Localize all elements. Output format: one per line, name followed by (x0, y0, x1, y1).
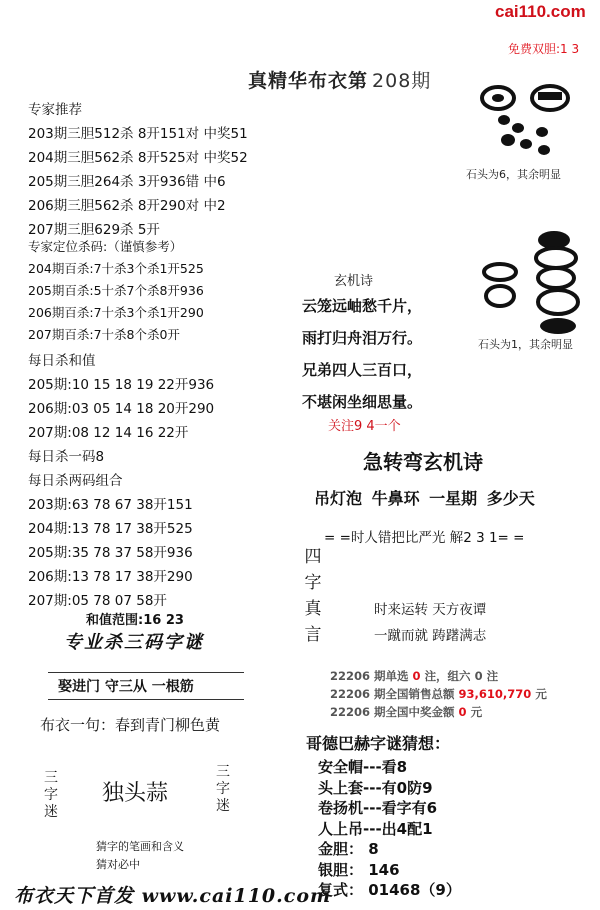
daily-row: 207期:08 12 14 16 22开 (28, 425, 189, 441)
daily-row: 205期:10 15 18 19 22开936 (28, 377, 215, 393)
vchar: 字 (216, 781, 230, 797)
position-section (28, 236, 204, 346)
position-header: 专家定位杀码:（谨慎参考） (28, 239, 183, 254)
goldbach-row: 安全帽---看8 (318, 758, 408, 776)
buyi-line: 布衣一句：春到青门柳色黄 (40, 716, 221, 734)
goldbach-row: 头上套---有0防9 (318, 778, 433, 797)
poem-line: 兄弟四人三百口， (302, 361, 423, 379)
poem-line: 不堪闲坐细思量。 (302, 393, 423, 411)
vchar: 三 (44, 770, 58, 786)
sum-range: 和值范围:16 23 (86, 613, 184, 628)
vchar: 四 (304, 547, 322, 567)
riddle-note: 猜字的笔画和含义 (96, 840, 184, 853)
four-char-label (304, 544, 322, 648)
two-row: 205期:35 78 37 58开936 (28, 545, 193, 561)
riddle-answer-word: 独头蒜 (102, 781, 169, 806)
stat-row: 22206 期全国中奖金额 0 元 (330, 705, 483, 719)
stat-row: 22206 期全国销售总额 93,610,770 元 (330, 687, 547, 701)
expert-row: 207期三胆629杀 5开 (28, 222, 160, 238)
vchar: 字 (44, 787, 58, 803)
brain-teaser-line: 吊灯泡 牛鼻环 一星期 多少天 (314, 489, 535, 508)
stone-puzzle-2-image (478, 228, 588, 336)
stone-caption: 石头为1，其余明显 (478, 338, 573, 351)
goldbach-row: 金胆： 8 (318, 840, 379, 858)
goldbach-row: 复式： 01468（9） (318, 881, 461, 899)
position-row: 206期百杀:7十杀3个杀1开290 (28, 305, 204, 320)
goldbach-list (318, 757, 461, 901)
hint-line: = =时人错把比严光 解2 3 1= = (324, 530, 525, 546)
expert-row: 204期三胆562杀 8开525对 中奖52 (28, 150, 248, 166)
free-pick: 免费双胆:1 3 (508, 42, 580, 56)
idiom-row: 时来运转 天方夜谭 (374, 602, 487, 618)
vchar: 真 (304, 599, 322, 619)
poem-line: 云笼远岫愁千片， (302, 297, 423, 315)
three-char-label-right (216, 764, 232, 815)
stone-puzzle-1-image (478, 80, 588, 165)
riddle-title: 专业杀三码字谜 (64, 632, 204, 653)
page-title (248, 66, 431, 93)
two-header: 每日杀两码组合 (28, 473, 123, 489)
idiom-row: 一蹴而就 踌躇满志 (374, 628, 487, 644)
title-text: 真精华布衣第 (248, 70, 369, 92)
vchar: 字 (304, 573, 322, 593)
two-row: 204期:13 78 17 38开525 (28, 521, 193, 537)
two-row: 206期:13 78 17 38开290 (28, 569, 193, 585)
poem (302, 290, 422, 418)
position-row: 204期百杀:7十杀3个杀1开525 (28, 261, 204, 276)
brain-teaser-title: 急转弯玄机诗 (363, 450, 483, 474)
stone-caption: 石头为6，其余明显 (466, 168, 561, 181)
daily-sum-section (28, 349, 214, 613)
riddle-note: 猜对必中 (96, 858, 140, 871)
expert-header: 专家推荐 (28, 102, 82, 118)
vchar: 言 (304, 625, 322, 645)
riddle-box (48, 672, 244, 700)
poem-line: 雨打归舟泪万行。 (302, 329, 423, 347)
vchar: 迷 (44, 804, 58, 820)
position-row: 205期百杀:5十杀7个杀8开936 (28, 283, 204, 298)
poem-header: 玄机诗 (334, 274, 374, 289)
focus-note: 关注9 4一个 (328, 419, 401, 434)
position-row: 207期百杀:7十杀8个杀0开 (28, 327, 180, 342)
issue-number: 208期 (372, 70, 432, 92)
kill-one: 每日杀一码8 (28, 449, 105, 465)
goldbach-row: 人上吊---出4配1 (318, 819, 433, 838)
expert-row: 203期三胆512杀 8开151对 中奖51 (28, 126, 248, 142)
footer-banner: 布衣天下首发 www.cai110.com (14, 885, 332, 907)
goldbach-row: 银胆： 146 (318, 860, 400, 879)
two-row: 203期:63 78 67 38开151 (28, 497, 193, 513)
expert-row: 206期三胆562杀 8开290对 中2 (28, 198, 226, 214)
vchar: 迷 (216, 798, 230, 814)
daily-header: 每日杀和值 (28, 353, 96, 369)
site-logo: cai110.com (495, 2, 586, 21)
sales-stats (330, 667, 547, 721)
riddle-text: 娶进门 守三从 一根筋 (58, 679, 194, 695)
vchar: 三 (216, 764, 230, 780)
expert-row: 205期三胆264杀 3开936错 中6 (28, 174, 226, 190)
two-row: 207期:05 78 07 58开 (28, 593, 167, 609)
expert-section (28, 98, 248, 242)
goldbach-header: 哥德巴赫字谜猜想： (306, 734, 451, 753)
stat-row: 22206 期单选 0 注，组六 0 注 (330, 669, 499, 683)
daily-row: 206期:03 05 14 18 20开290 (28, 401, 215, 417)
goldbach-row: 卷扬机---看字有6 (318, 799, 438, 817)
three-char-label-left (44, 770, 60, 821)
four-char-idioms (374, 597, 486, 649)
